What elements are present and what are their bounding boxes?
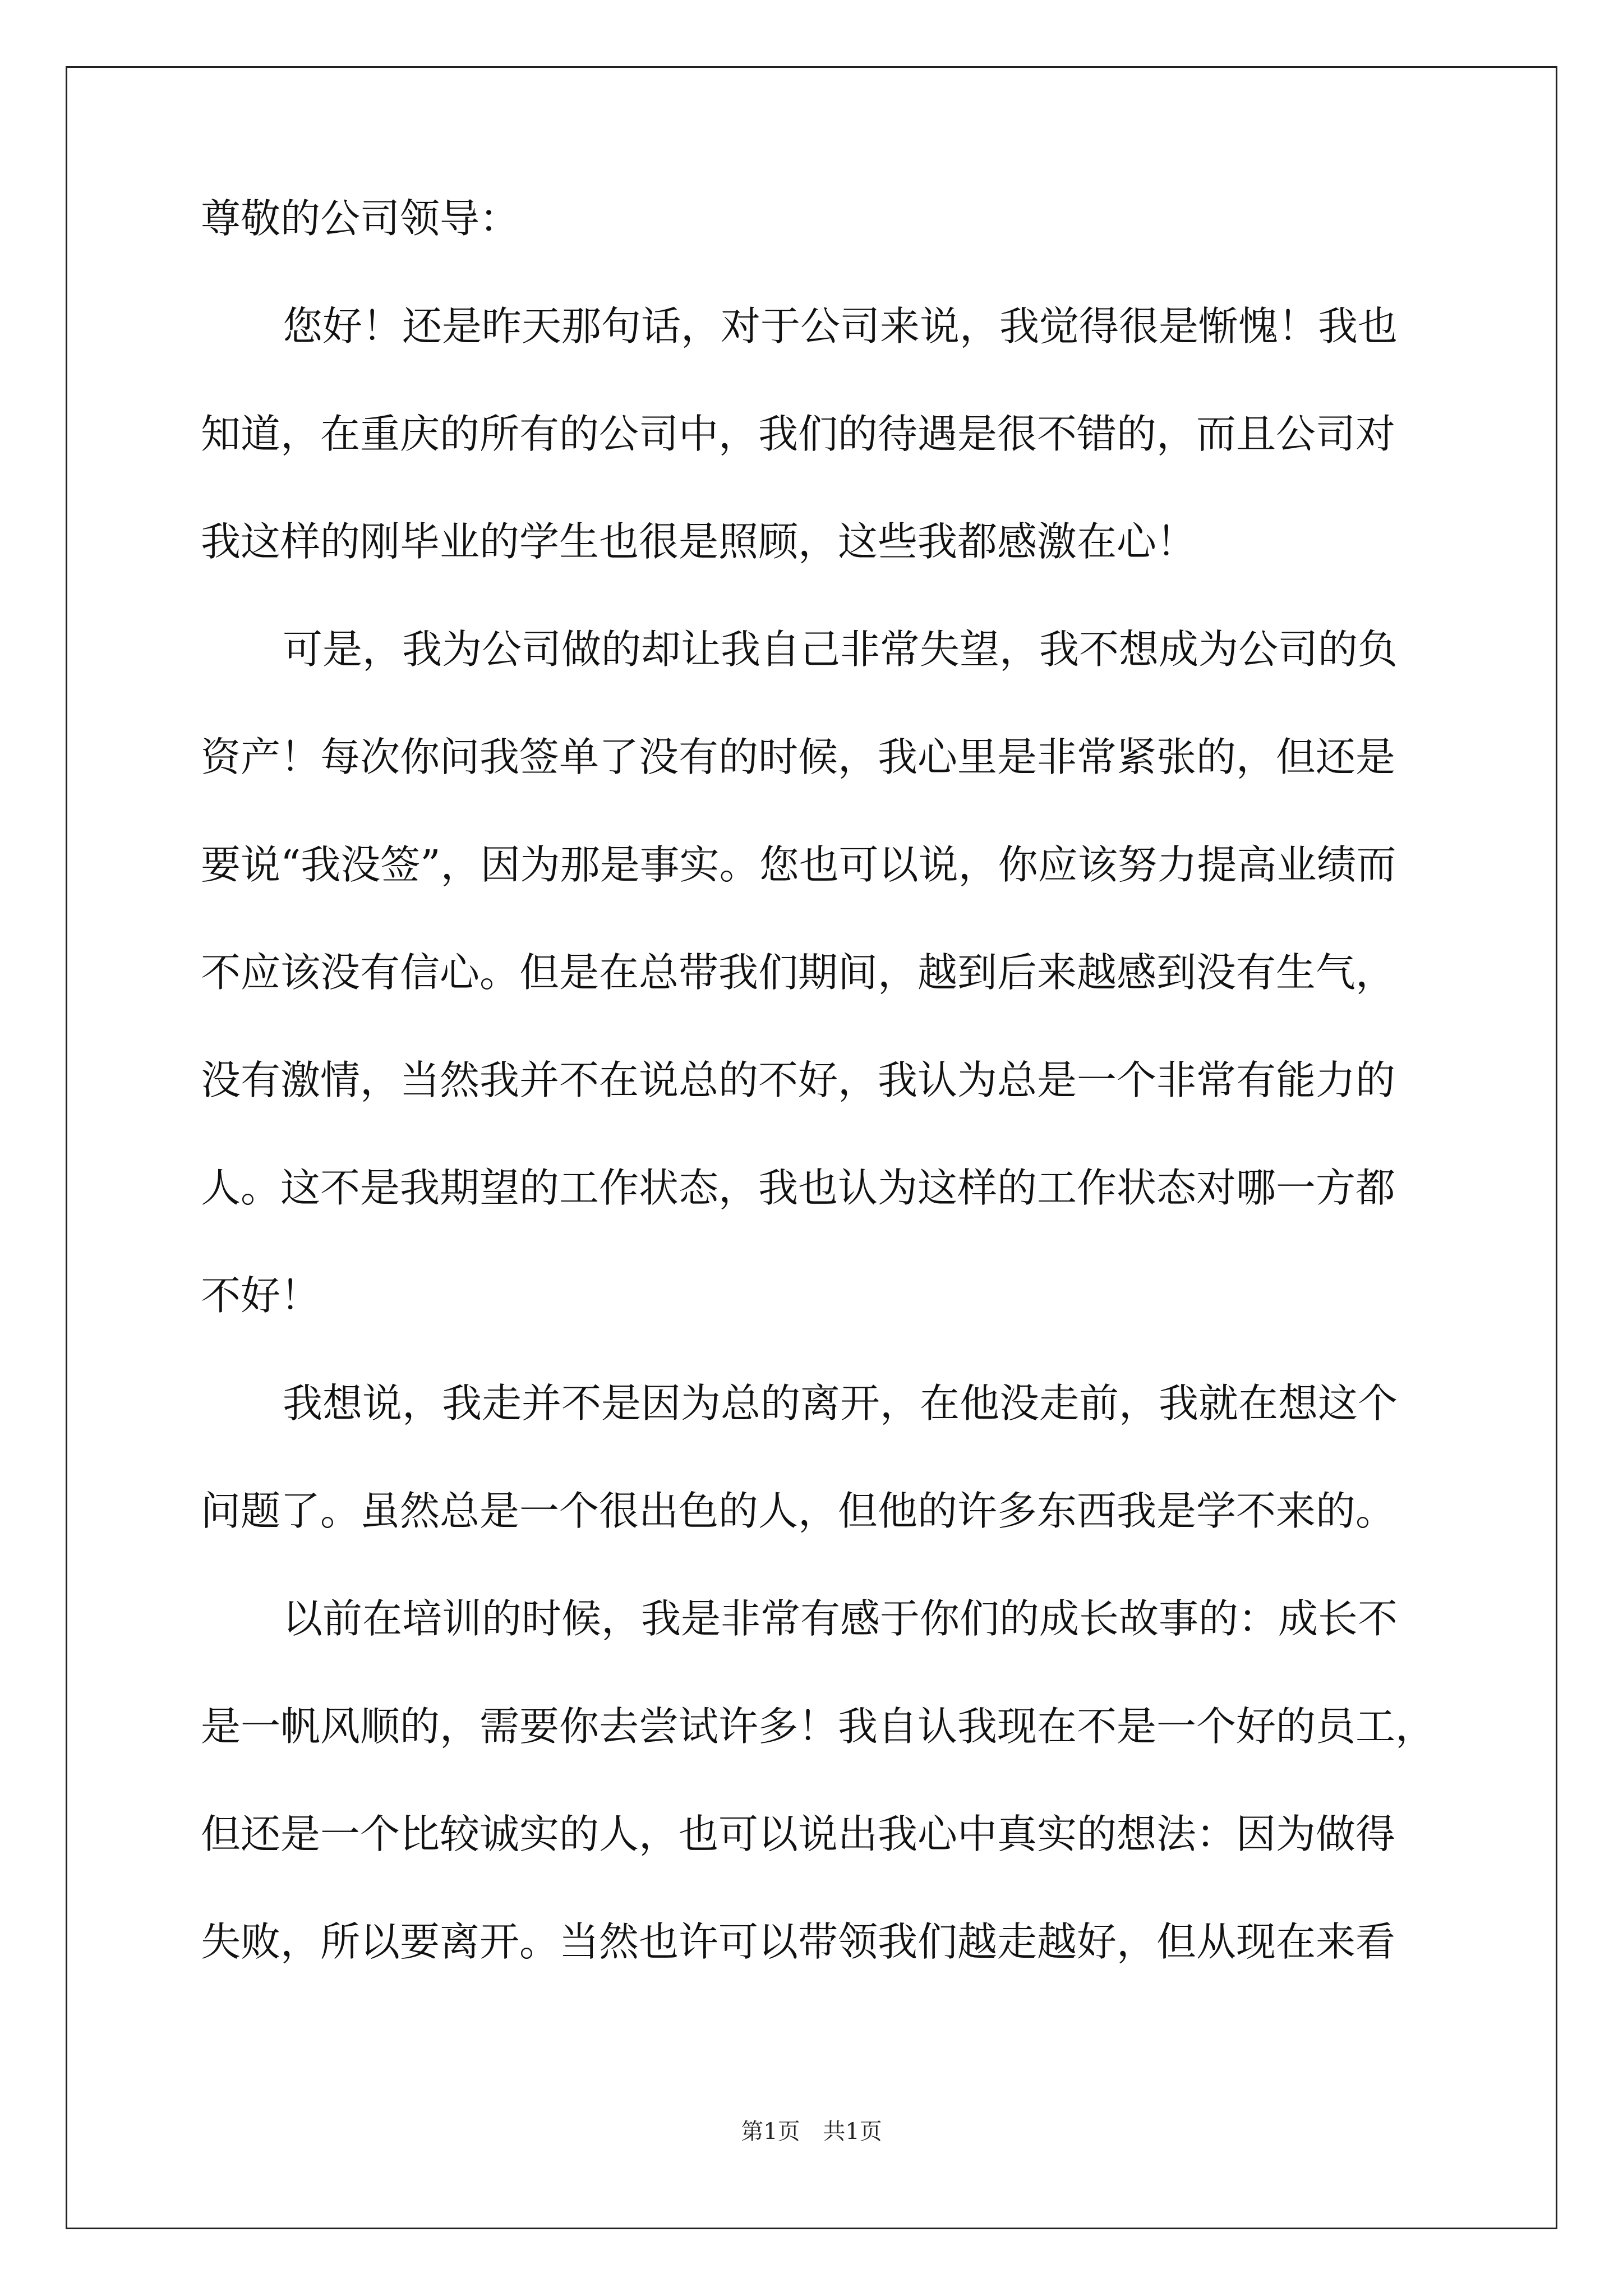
paragraph-2-line-3: 要说“我没签”，因为那是事实。您也可以说，你应该努力提高业绩而 xyxy=(201,841,1396,888)
paragraph-2-line-5: 没有激情，当然我并不在说总的不好，我认为总是一个非常有能力的 xyxy=(201,1057,1396,1103)
paragraph-2-line-6: 人。这不是我期望的工作状态，我也认为这样的工作状态对哪一方都 xyxy=(201,1165,1396,1211)
paragraph-4-line-2: 是一帆风顺的，需要你去尝试许多！我自认我现在不是一个好的员工， xyxy=(201,1703,1436,1750)
paragraph-2-line-1: 可是，我为公司做的却让我自己非常失望，我不想成为公司的负 xyxy=(283,626,1398,673)
paragraph-1-line-2: 知道，在重庆的所有的公司中，我们的待遇是很不错的，而且公司对 xyxy=(201,411,1396,457)
salutation: 尊敬的公司领导： xyxy=(201,195,520,242)
paragraph-2-line-4: 不应该没有信心。但是在总带我们期间，越到后来越感到没有生气， xyxy=(201,949,1396,996)
paragraph-4-line-4: 失败，所以要离开。当然也许可以带领我们越走越好，但从现在来看 xyxy=(201,1918,1396,1965)
paragraph-1-line-3: 我这样的刚毕业的学生也很是照顾，这些我都感激在心！ xyxy=(201,518,1197,565)
paragraph-3-line-1: 我想说，我走并不是因为总的离开，在他没走前，我就在想这个 xyxy=(283,1380,1398,1427)
page-number-total: 共1页 xyxy=(823,2119,882,2145)
paragraph-4-line-1: 以前在培训的时候，我是非常有感于你们的成长故事的：成长不 xyxy=(283,1595,1398,1642)
paragraph-4-line-3: 但还是一个比较诚实的人，也可以说出我心中真实的想法：因为做得 xyxy=(201,1811,1396,1857)
page-number-current: 第1页 xyxy=(741,2119,800,2145)
page-footer xyxy=(0,2115,1623,2148)
paragraph-1-line-1: 您好！还是昨天那句话，对于公司来说，我觉得很是惭愧！我也 xyxy=(283,303,1398,349)
paragraph-2-line-7: 不好！ xyxy=(201,1272,321,1319)
paragraph-3-line-2: 问题了。虽然总是一个很出色的人，但他的许多东西我是学不来的。 xyxy=(201,1488,1396,1534)
paragraph-2-line-2: 资产！每次你问我签单了没有的时候，我心里是非常紧张的，但还是 xyxy=(201,734,1396,780)
page-border xyxy=(66,66,1557,2229)
